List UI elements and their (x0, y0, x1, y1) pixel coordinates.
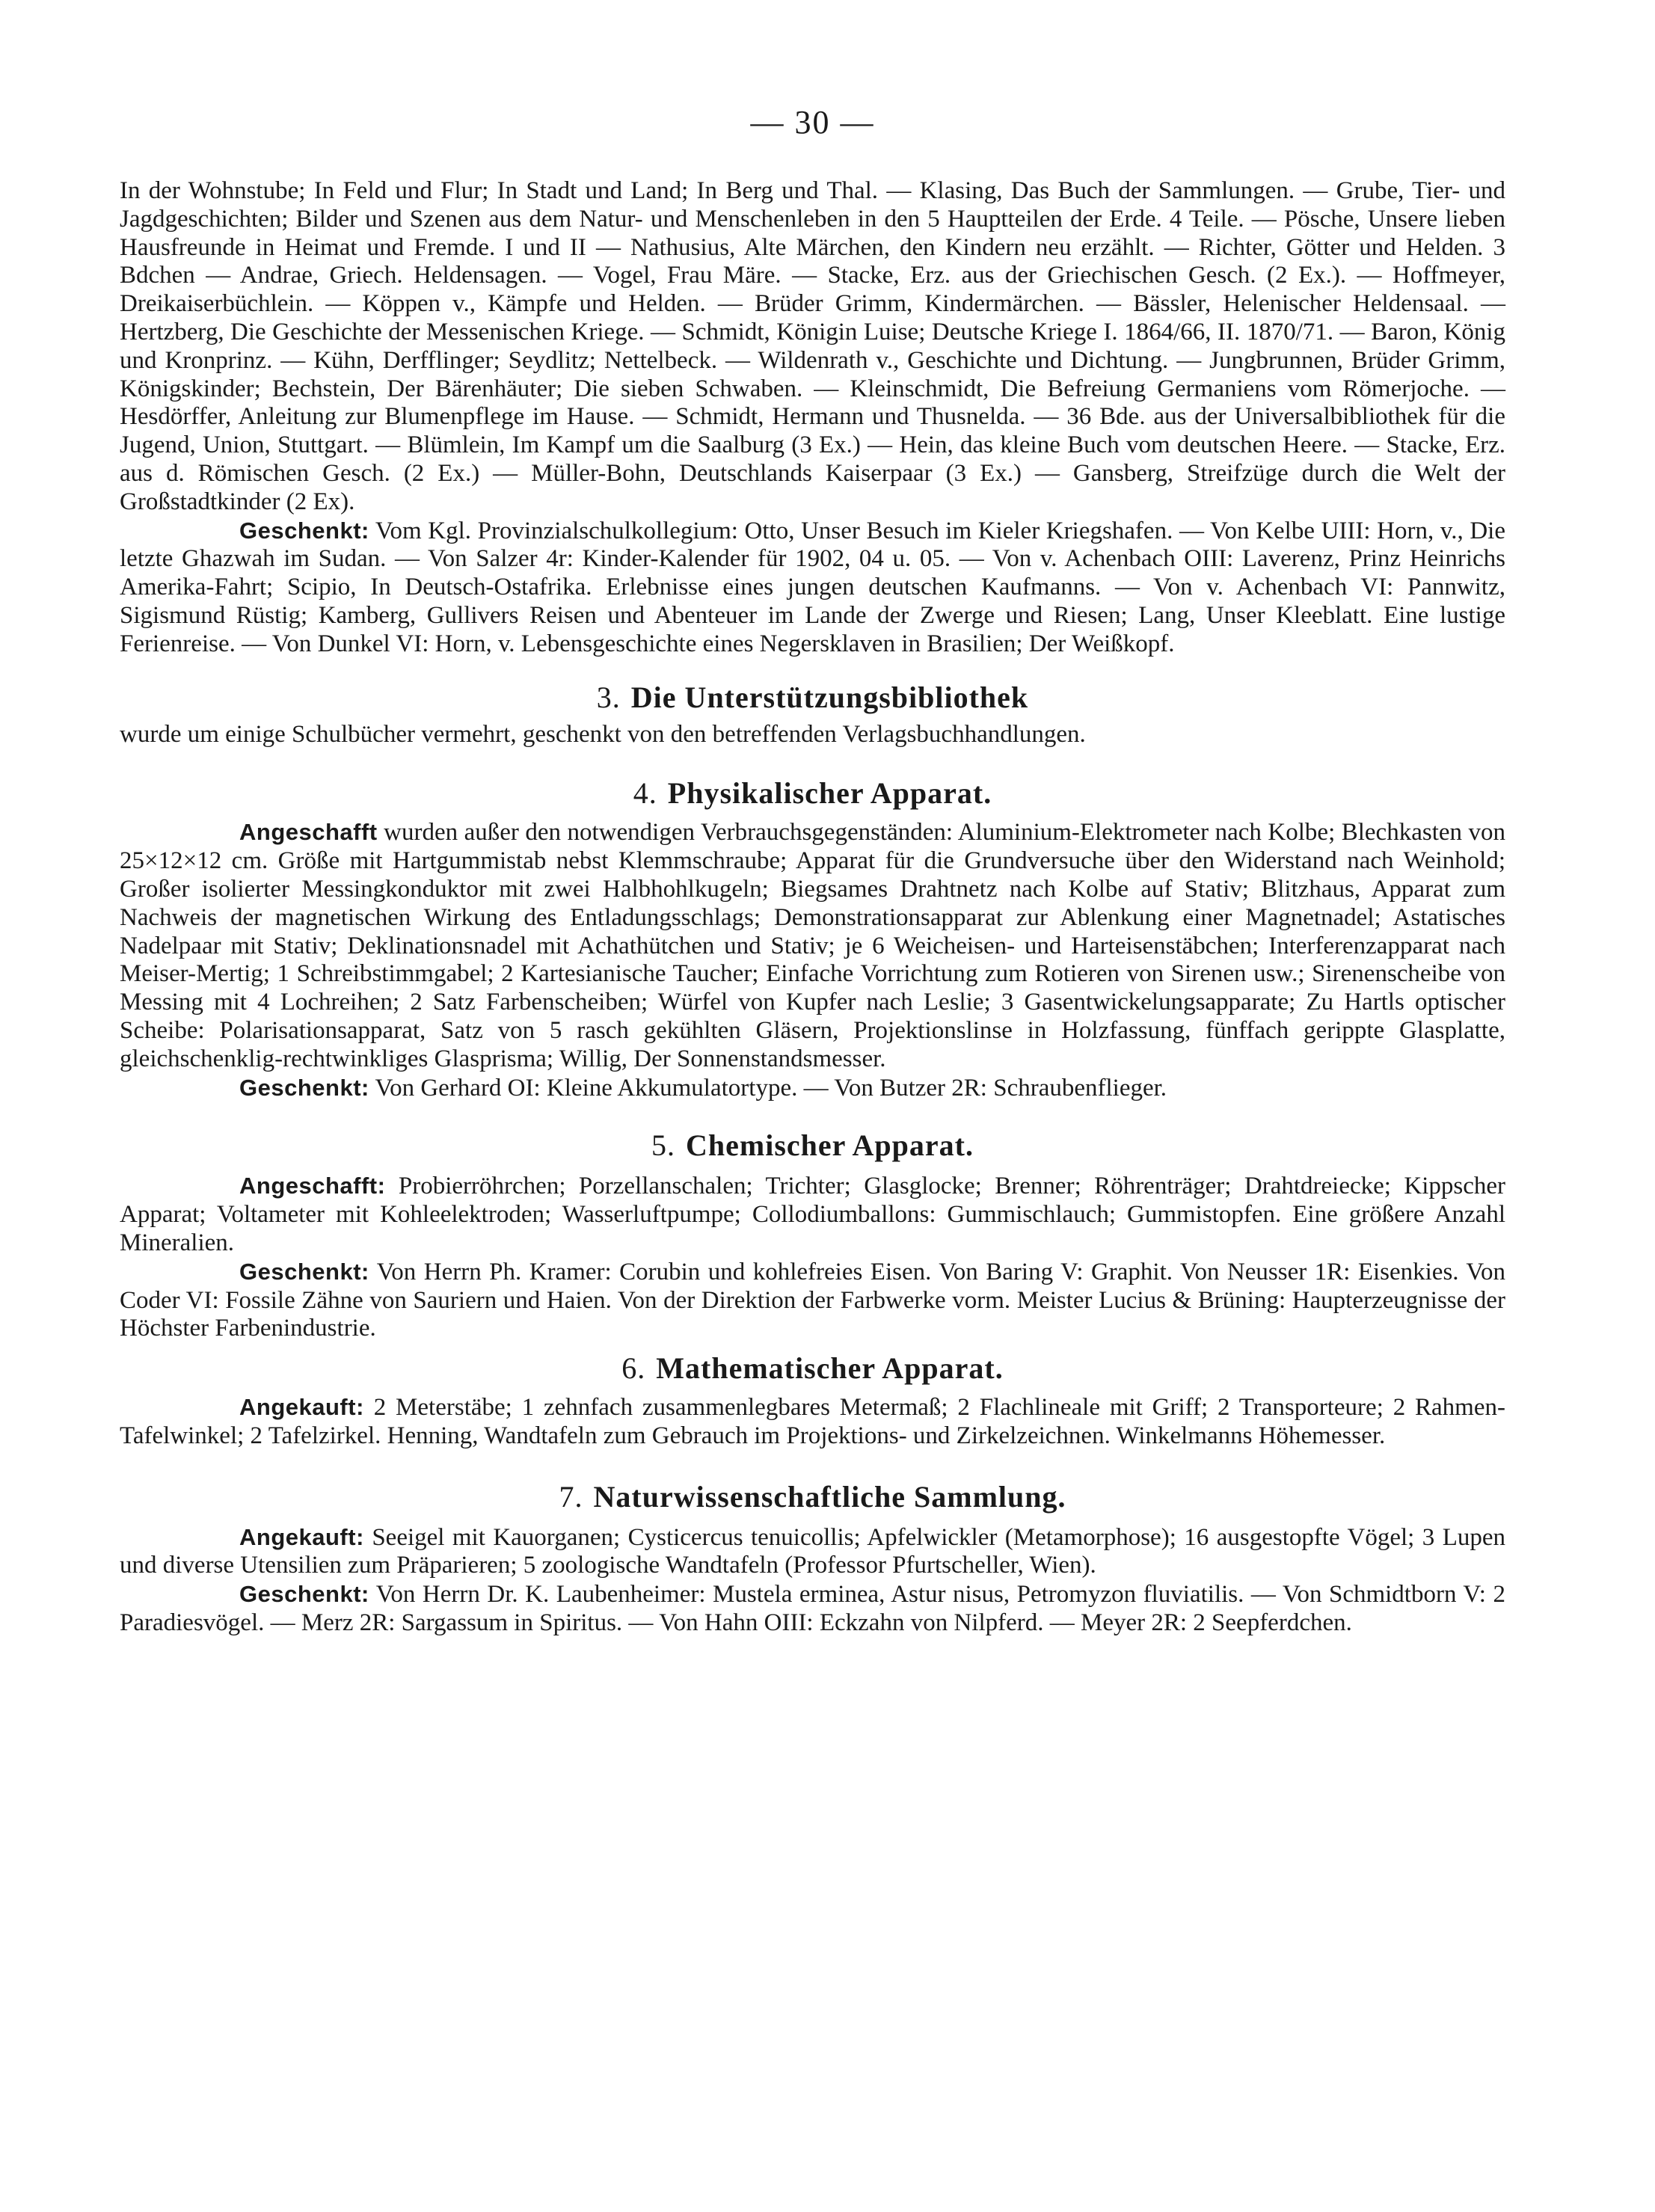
intro-gift-paragraph (120, 517, 1505, 659)
acquired-text: Probierröhrchen; Porzellanschalen; Trichter; Glasglocke; Brenner; Röhrenträger; Drahtdreiecke; Kippscher Apparat; Voltameter mit Kohleelektroden; Wasserluftpumpe; Collodiumballons: Gummischlauch; Gummistopfen. Eine größere Anzahl Mineralien. (120, 1173, 1505, 1256)
intro-book-list: In der Wohnstube; In Feld und Flur; In Stadt und Land; In Berg und Thal. — Klasing, Das Buch der Sammlungen. — Grube, Tier- und Jagdgeschichten; Bilder und Szenen aus dem Natur- und Menschenleben in den 5 Hauptteilen der Erde. 4 Teile. — Pösche, Unsere lieben Hausfreunde in Heimat und Fremde. I und II — Nathusius, Alte Märchen, den Kindern neu erzählt. — Richter, Götter und Helden. 3 Bdchen — Andrae, Griech. Heldensagen. — Vogel, Frau Märe. — Stacke, Erz. aus der Griechischen Gesch. (2 Ex.). — Hoffmeyer, Dreikaiserbüchlein. — Köppen v., Kämpfe und Helden. — Brüder Grimm, Kindermärchen. — Bässler, Helenischer Heldensaal. — Hertzberg, Die Geschichte der Messenischen Kriege. — Schmidt, Königin Luise; Deutsche Kriege I. 1864/66, II. 1870/71. — Baron, König und Kronprinz. — Kühn, Derfflinger; Seydlitz; Nettelbeck. — Wildenrath v., Geschichte und Dichtung. — Jungbrunnen, Brüder Grimm, Königskinder; Bechstein, Der Bärenhäuter; Die sieben Schwaben. — Kleinschmidt, Die Befreiung Germaniens vom Römerjoche. — Hesdörffer, Anleitung zur Blumenpflege im Hause. — Schmidt, Hermann und Thusnelda. — 36 Bde. aus der Universalbibliothek für die Jugend, Union, Stuttgart. — Blümlein, Im Kampf um die Saalburg (3 Ex.) — Hein, das kleine Buch vom deutschen Heere. — Stacke, Erz. aus d. Römischen Gesch. (2 Ex.) — Müller-Bohn, Deutschlands Kaiserpaar (3 Ex.) — Gansberg, Streifzüge durch die Welt der Großstadtkinder (2 Ex). (120, 177, 1505, 515)
section-title: Die Unterstützungsbibliothek (630, 680, 1029, 714)
section-heading-bibliothek (120, 680, 1505, 715)
gift-label: Geschenkt: (239, 1074, 369, 1101)
acquired-label: Angeschafft: (239, 1173, 386, 1199)
gift-text: Von Gerhard OI: Kleine Akkumulatortype. — Von Butzer 2R: Schraubenflieger. (369, 1074, 1167, 1102)
section-title: Naturwissenschaftliche Sammlung. (593, 1479, 1066, 1514)
physik-gift-paragraph (120, 1074, 1505, 1103)
mathematik-acquired-paragraph (120, 1393, 1505, 1451)
chemie-acquired-paragraph (120, 1172, 1505, 1257)
section-title: Physikalischer Apparat. (667, 776, 992, 811)
section-number: 4. (633, 776, 657, 811)
acquired-text: wurden außer den notwendigen Verbrauchsgegenständen: Aluminium-Elektrometer nach Kolbe; Blechkasten von 25×12×12 cm. Größe mit Hartgummistab nebst Klemmschraube; Apparat für die Grundversuche über den Widerstand nach Weinhold; Großer isolierter Messingkonduktor mit zwei Halbhohlkugeln; Biegsames Drahtnetz nach Kolbe auf Stativ; Blitzhaus, Apparat zum Nachweis der magnetischen Wirkung des Entladungsschlags; Demonstrationsapparat zur Ablenkung einer Magnetnadel; Astatisches Nadelpaar mit Stativ; Deklinationsnadel mit Achathütchen und Stativ; je 6 Weicheisen- und Harteisenstäbchen; Interferenzapparat nach Meiser-Mertig; 1 Schreibstimmgabel; 2 Kartesianische Taucher; Einfache Vorrichtung zum Rotieren von Sirenen usw.; Sirenenscheibe von Messing mit 4 Lochreihen; 2 Satz Farbenscheiben; Würfel von Kupfer nach Leslie; 3 Gasentwickelungsapparate; Zu Hartls optischer Scheibe: Polarisationsapparat, Satz von 5 rasch gekühlten Gläsern, Projektionslinse in Holzfassung, fünffach gerippte Glasplatte, gleichschenklig-rechtwinkliges Glasprisma; Willig, Der Sonnenstandsmesser. (120, 819, 1505, 1072)
page-number: — 30 — (750, 104, 875, 141)
gift-text: Vom Kgl. Provinzialschulkollegium: Otto, Unser Besuch im Kieler Kriegshafen. — Von Kelbe UIII: Horn, v., Die letzte Ghazwah im Sudan. — Von Salzer 4r: Kinder-Kalender für 1902, 04 u. 05. — Von v. Achenbach OIII: Laverenz, Prinz Heinrichs Amerika-Fahrt; Scipio, In Deutsch-Ostafrika. Erlebnisse eines jungen deutschen Kaufmanns. — Von v. Achenbach VI: Pannwitz, Sigismund Rüstig; Kamberg, Gullivers Reisen und Abenteuer im Lande der Zwerge und Riesen; Lang, Unser Kleeblatt. Eine lustige Ferienreise. — Von Dunkel VI: Horn, v. Lebensgeschichte eines Negersklaven in Brasilien; Der Weißkopf. (120, 517, 1505, 657)
acquired-text: 2 Meterstäbe; 1 zehnfach zusammenlegbares Metermaß; 2 Flachlineale mit Griff; 2 Transporteure; 2 Rahmen-Tafelwinkel; 2 Tafelzirkel. Henning, Wandtafeln zum Gebrauch im Projektions- und Zirkelzeichnen. Winkelmanns Höhemesser. (120, 1394, 1505, 1449)
acquired-label: Angeschafft (239, 819, 378, 846)
natur-gift-paragraph (120, 1580, 1505, 1638)
section-heading-physik (120, 775, 1505, 811)
natur-acquired-paragraph (120, 1523, 1505, 1581)
acquired-text: Seeigel mit Kauorganen; Cysticercus tenuicollis; Apfelwickler (Metamorphose); 16 ausgestopfte Vögel; 3 Lupen und diverse Utensilien zum Präparieren; 5 zoologische Wandtafeln (Professor Pfurtscheller, Wien). (120, 1523, 1505, 1579)
section-number: 5. (651, 1128, 676, 1163)
section-heading-mathematik (120, 1351, 1505, 1386)
gift-text: Von Herrn Dr. K. Laubenheimer: Mustela erminea, Astur nisus, Petromyzon fluviatilis. — Von Schmidtborn V: 2 Paradiesvögel. — Merz 2R: Sargassum in Spiritus. — Von Hahn OIII: Eckzahn von Nilpferd. — Meyer 2R: 2 Seepferdchen. (120, 1581, 1505, 1637)
physik-acquired-paragraph (120, 818, 1505, 1073)
section-number: 3. (596, 680, 621, 714)
acquired-label: Angekauft: (239, 1394, 364, 1421)
section-number: 6. (621, 1351, 646, 1386)
acquired-label: Angekauft: (239, 1523, 364, 1550)
section-title: Mathematischer Apparat. (656, 1351, 1004, 1386)
gift-label: Geschenkt: (239, 517, 369, 544)
gift-text: Von Herrn Ph. Kramer: Corubin und kohlefreies Eisen. Von Baring V: Graphit. Von Neusser 1R: Eisenkies. Von Coder VI: Fossile Zähne von Sauriern und Haien. Von der Direktion der Farbwerke vorm. Meister Lucius & Brüning: Haupterzeugnisse der Höchster Farbenindustrie. (120, 1258, 1505, 1342)
chemie-gift-paragraph (120, 1258, 1505, 1343)
section-number: 7. (559, 1479, 583, 1514)
section-heading-natur (120, 1479, 1505, 1514)
gift-label: Geschenkt: (239, 1581, 369, 1608)
section-title: Chemischer Apparat. (686, 1128, 974, 1163)
bibliothek-text: wurde um einige Schulbücher vermehrt, geschenkt von den betreffenden Verlagsbuchhandlungen. (120, 720, 1086, 748)
section-heading-chemie (120, 1128, 1505, 1163)
gift-label: Geschenkt: (239, 1258, 369, 1285)
